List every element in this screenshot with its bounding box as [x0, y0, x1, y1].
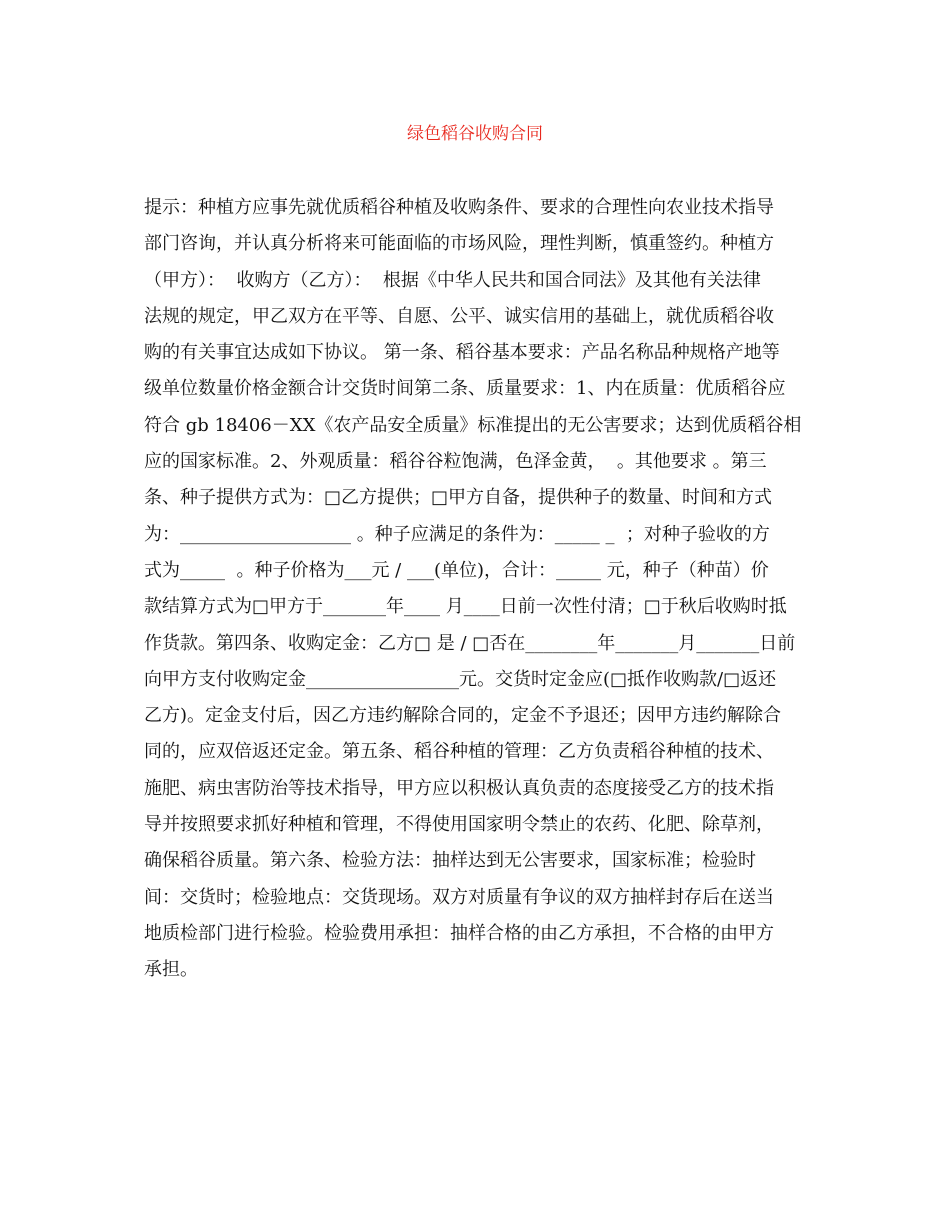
body-line: 部门咨询，并认真分析将来可能面临的市场风险，理性判断，慎重签约。种植方 [144, 233, 774, 255]
body-line: 乙方)。定金支付后，因乙方违约解除合同的，定金不予退还；因甲方违约解除合 [144, 705, 782, 727]
body-line: 施肥、病虫害防治等技术指导，甲方应以积极认真负责的态度接受乙方的技术指 [144, 777, 774, 799]
body-line: 款结算方式为□甲方于_______年____ 月____日前一次性付清；□于秋后收购时抵 [144, 596, 787, 618]
document-body [144, 190, 824, 989]
body-line: 应的国家标准。2、外观质量：稻谷谷粒饱满，色泽金黄， 。其他要求 。第三 [144, 451, 767, 473]
document-title: 绿色稻谷收购合同 [407, 124, 543, 144]
body-line: 式为_____ 。种子价格为___元 / ___(单位)，合计：_____ 元，种子（种苗）价 [144, 559, 769, 581]
body-line: 同的，应双倍返还定金。第五条、稻谷种植的管理：乙方负责稻谷种植的技术、 [144, 741, 774, 763]
body-line: 承担。 [144, 959, 198, 981]
body-line: 作货款。第四条、收购定金：乙方□ 是 / □否在________年_______月_______日前 [144, 632, 796, 654]
body-line: 为：___________________ 。种子应满足的条件为：_____ _ ；对种子验收的方 [144, 523, 770, 545]
body-line: 购的有关事宜达成如下协议。 第一条、稻谷基本要求：产品名称品种规格产地等 [144, 342, 780, 364]
body-line: 条、种子提供方式为：□乙方提供；□甲方自备，提供种子的数量、时间和方式 [144, 487, 773, 509]
body-line: 确保稻谷质量。第六条、检验方法：抽样达到无公害要求，国家标准；检验时 [144, 850, 756, 872]
body-line: 符合 gb 18406－XX《农产品安全质量》标准提出的无公害要求；达到优质稻谷相 [144, 414, 802, 436]
body-line: 间：交货时；检验地点：交货现场。双方对质量有争议的双方抽样封存后在送当 [144, 886, 774, 908]
body-line: 导并按照要求抓好种植和管理，不得使用国家明令禁止的农药、化肥、除草剂， [144, 814, 774, 836]
body-line: 地质检部门进行检验。检验费用承担：抽样合格的由乙方承担，不合格的由甲方 [144, 922, 774, 944]
body-line: 级单位数量价格金额合计交货时间第二条、质量要求：1、内在质量：优质稻谷应 [144, 378, 786, 400]
body-line: 法规的规定，甲乙双方在平等、自愿、公平、诚实信用的基础上，就优质稻谷收 [144, 305, 774, 327]
body-line: （甲方）： 收购方（乙方）： 根据《中华人民共和国合同法》及其他有关法律 [144, 269, 761, 291]
body-line: 向甲方支付收购定金_________________元。交货时定金应(□抵作收购款/□返还 [144, 668, 777, 690]
body-line: 提示：种植方应事先就优质稻谷种植及收购条件、要求的合理性向农业技术指导 [144, 197, 774, 218]
